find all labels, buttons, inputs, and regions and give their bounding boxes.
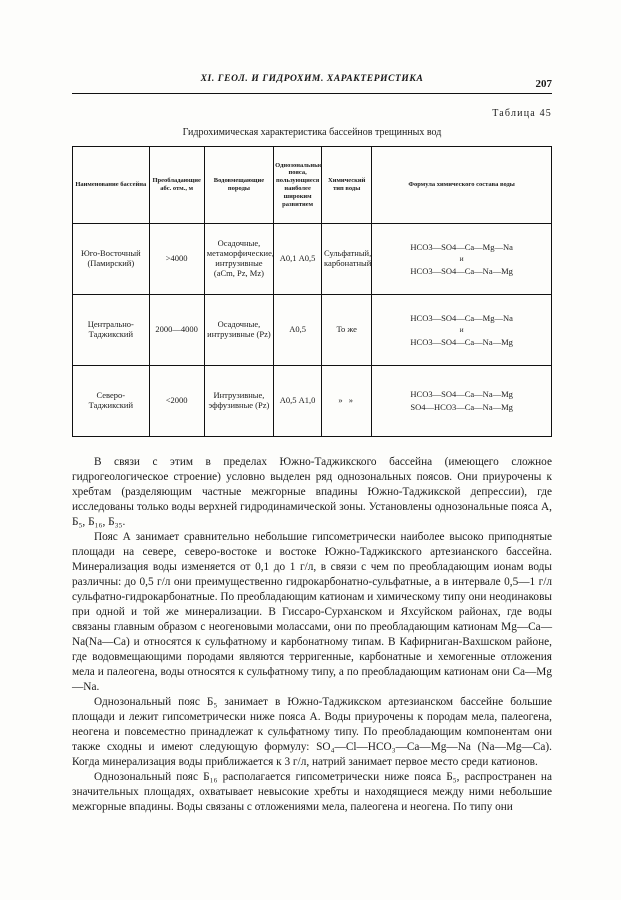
formula-line-1: НСО3—SO4—Са—Mg—Na: [410, 241, 513, 252]
formula-line-1: НСО3—SO4—Са—Mg—Na: [410, 312, 513, 323]
running-head-title: XI. ГЕОЛ. И ГИДРОХИМ. ХАРАКТЕРИСТИКА: [200, 74, 424, 84]
column-header-altitude: Преобладающие абс. отм., м: [149, 147, 204, 224]
column-header-belts: Однозональные пояса, пользующиеся наиболее широким развитием: [274, 147, 322, 224]
hydrochemistry-table: [72, 146, 552, 437]
paragraph: В связи с этим в пределах Южно-Таджикского бассейна (имеющего сложное гидрогеологическое строение) условно выделен ряд однозональных поясов. Они приурочены к хребтам (разделяющим частные межгорные впадины Южно-Таджикской депрессии), где исследованы только воды верхней гидродинамической зоны. Установлены однозональные пояса А, Б₅, Б₁₆, Б₃₅.: [72, 456, 552, 529]
table-header-row: [73, 147, 552, 224]
table-title: Гидрохимическая характеристика бассейнов трещинных вод: [182, 127, 442, 138]
cell-altitude: 2000—4000: [149, 295, 204, 366]
column-header-chemical-type: Химический тип воды: [322, 147, 372, 224]
header-rule: [72, 93, 552, 94]
page-number: 207: [535, 78, 552, 90]
cell-basin-name: Северо-Таджикский: [73, 366, 150, 437]
formula-line-2: НСО3—SO4—Са—Na—Mg: [410, 265, 513, 276]
cell-belts: А0,1 А0,5: [274, 224, 322, 295]
table-row: [73, 224, 552, 295]
paragraph: Пояс А занимает сравнительно небольшие гипсометрически наиболее высоко приподнятые площади на севере, северо-востоке и востоке Южно-Таджикского артезианского бассейна. Минерализация воды изменяется от 0,1 до 1 г/л, в связи с чем по преобладающим ионам воды различны: до 0,5 г/л они преимущественно гидрокарбонатно-сульфатные, а в интервале 0,5—1 г/л сульфатно-гидрокарбонатные. По преобладающим катионам и химическому типу они неодинаковы при одной и той же минерализации. В Гиссаро-Сурханском и Яхсуйском районах, где воды связаны главным образом с неогеновыми молассами, они по преобладающим катионам Mg—Ca—Na(Na—Ca) и относятся к сульфатному и карбонатному типам. В Кафирниган-Вахшском районе, где водовмещающими породами являются терригенные, карбонатные и хемогенные отложения мела и палеогена, воды относятся к сульфатному типу, а по преобладающим катионам они Са—Mg—Na.: [72, 531, 552, 694]
formula-conjunction: и: [459, 254, 464, 264]
formula-line-1: НСО3—SO4—Са—Na—Mg: [410, 389, 513, 400]
cell-altitude: >4000: [149, 224, 204, 295]
cell-formula: [372, 224, 552, 295]
cell-chemical-type: Сульфатный, карбонатный: [322, 224, 372, 295]
formula-line-2: НСО3—SO4—Са—Na—Mg: [410, 336, 513, 347]
cell-belts: А0,5: [274, 295, 322, 366]
column-header-formula: Формула химического состава воды: [372, 147, 552, 224]
column-header-rocks: Водовмещающие породы: [204, 147, 273, 224]
paragraph: Однозональный пояс Б₅ занимает в Южно-Таджикском артезианском бассейне большие площади и лежит гипсометрически ниже пояса А. Воды приурочены к породам мела, палеогена, неогена и повсеместно принадлежат к сульфатному типу. По преобладающим компонентам они также сходны и имеют следующую формулу: SO₄—Cl—HCO₃—Ca—Mg—Na (Na—Mg—Ca). Когда минерализация воды приближается к 3 г/л, натрий занимает первое место среди катионов.: [72, 696, 552, 769]
cell-formula: [372, 295, 552, 366]
body-text: [72, 455, 552, 815]
running-head: [72, 74, 552, 90]
cell-rocks: Интрузивные, эффузивные (Pz): [204, 366, 273, 437]
table-row: [73, 366, 552, 437]
cell-basin-name: Юго-Восточный (Памирский): [73, 224, 150, 295]
formula-line-2: SO4—НСО3—Са—Na—Mg: [410, 402, 513, 412]
column-header-basin-name: Наименование бассейна: [73, 147, 150, 224]
cell-belts: А0,5 А1,0: [274, 366, 322, 437]
table-number: Таблица 45: [492, 108, 552, 119]
cell-chemical-type: То же: [322, 295, 372, 366]
cell-formula: [372, 366, 552, 437]
cell-rocks: Осадочные, интрузивные (Pz): [204, 295, 273, 366]
cell-altitude: <2000: [149, 366, 204, 437]
table-row: [73, 295, 552, 366]
cell-chemical-type: » »: [322, 366, 372, 437]
cell-basin-name: Центрально-Таджикский: [73, 295, 150, 366]
formula-conjunction: и: [459, 325, 464, 335]
paragraph: Однозональный пояс Б₁₆ располагается гипсометрически ниже пояса Б₅, распространен на значительных площадях, охватывает невысокие хребты и находящиеся между ними небольшие межгорные впадины. Воды связаны с отложениями мела, палеогена и неогена. По типу они: [72, 771, 552, 814]
cell-rocks: Осадочные, метаморфические, интрузивные (aCm, Pz, Mz): [204, 224, 273, 295]
page-content: [72, 74, 552, 815]
